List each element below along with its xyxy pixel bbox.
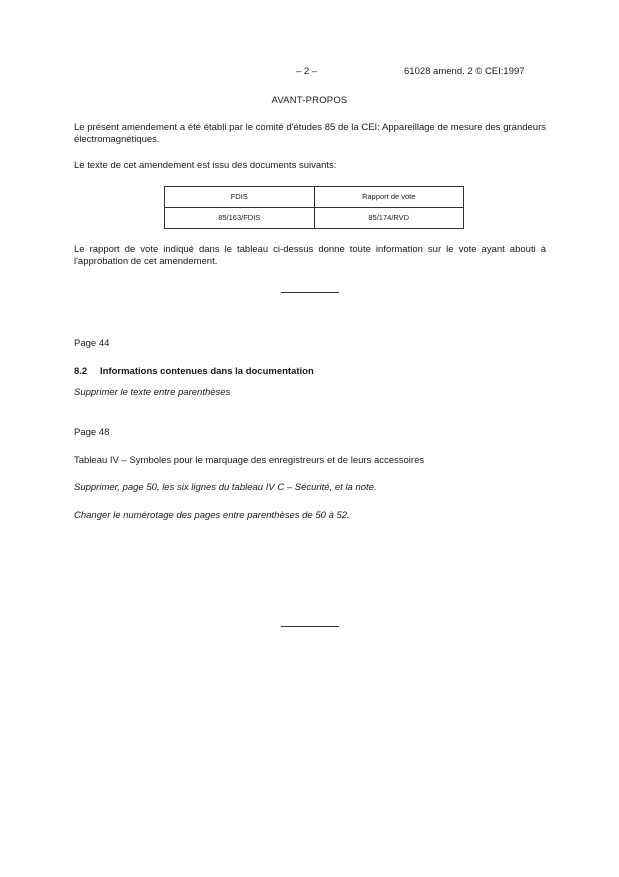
section-title: Informations contenues dans la documentation <box>100 366 314 377</box>
section-number: 8.2 <box>74 366 88 377</box>
foreword-paragraph-3: Le rapport de vote indiqué dans le tableau ci-dessus donne toute information sur le vote ayant abouti à l'approbation de cet amendement. <box>74 244 546 267</box>
voting-documents-table <box>164 186 464 229</box>
foreword-paragraph-1: Le présent amendement a été établi par le comité d'études 85 de la CEI: Appareillage de mesure des grandeurs électromagnétiques. <box>74 122 546 145</box>
page-reference-44: Page 44 <box>74 338 110 349</box>
table-header-cell: Rapport de vote <box>314 187 464 208</box>
instruction-delete-rows: Supprimer, page 50, les six lignes du tableau IV C – Sécurité, et la note. <box>74 482 377 493</box>
table-row <box>165 208 464 229</box>
instruction-renumber-pages: Changer le numérotage des pages entre parenthèses de 50 à 52. <box>74 510 350 521</box>
document-reference: 61028 amend. 2 © CEI:1997 <box>404 66 525 77</box>
page-number: – 2 – <box>296 66 318 77</box>
separator-line <box>281 626 339 627</box>
instruction-delete-parentheses: Supprimer le texte entre parenthèses <box>74 387 231 398</box>
table-cell: 85/163/FDIS <box>165 208 315 229</box>
page-reference-48: Page 48 <box>74 427 110 438</box>
table-header-cell: FDIS <box>165 187 315 208</box>
separator-line <box>281 292 339 293</box>
table-header-row <box>165 187 464 208</box>
table-iv-title: Tableau IV – Symboles pour le marquage des enregistreurs et de leurs accessoires <box>74 455 425 466</box>
foreword-paragraph-2: Le texte de cet amendement est issu des documents suivants: <box>74 160 337 171</box>
section-heading <box>74 366 314 378</box>
table-cell: 85/174/RVD <box>314 208 464 229</box>
foreword-title: AVANT-PROPOS <box>271 95 348 106</box>
